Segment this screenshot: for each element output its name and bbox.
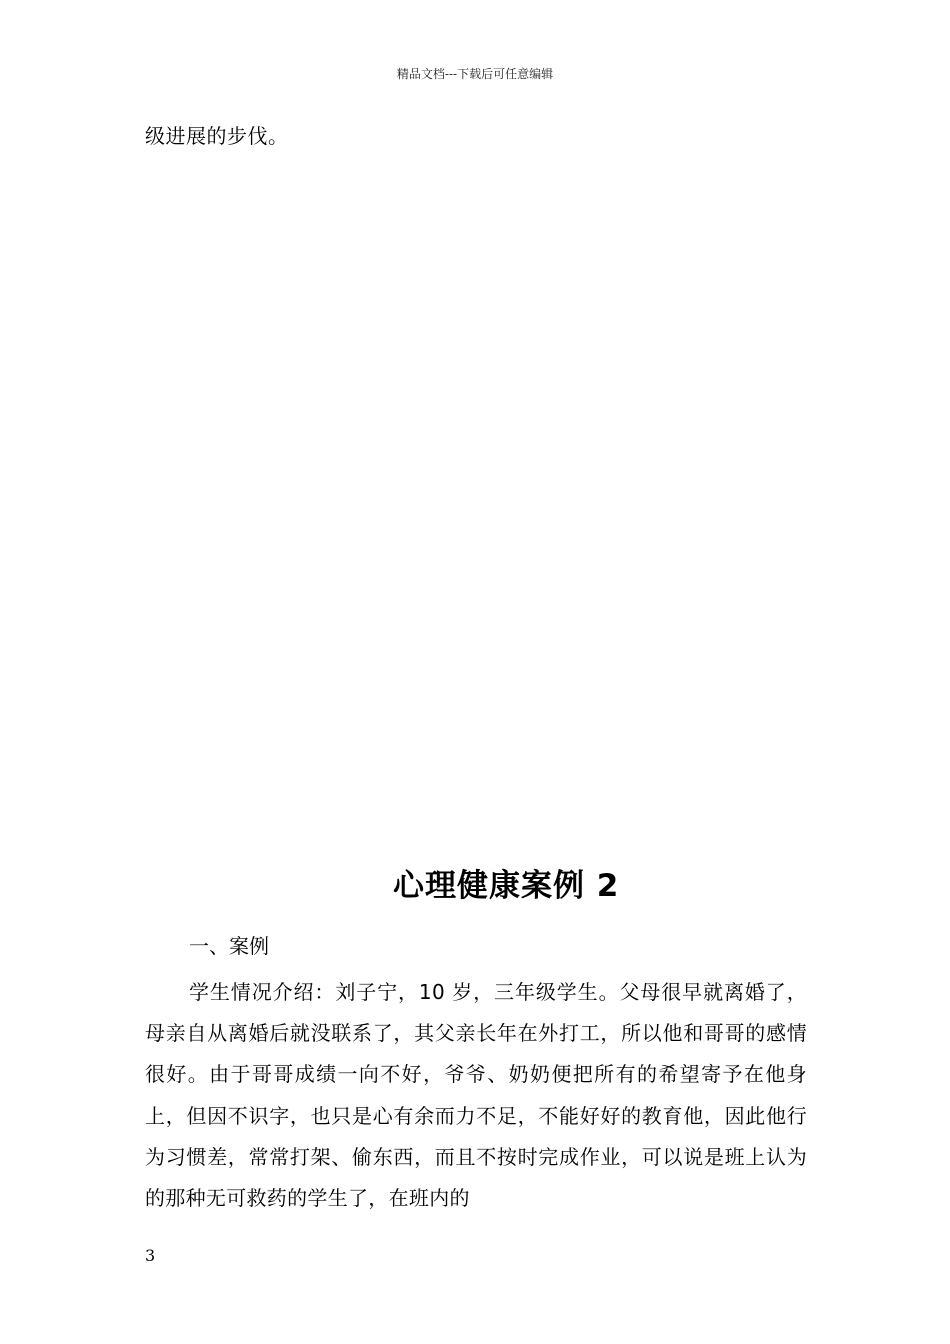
page-number: 3	[145, 1246, 156, 1265]
case-paragraph: 学生情况介绍：刘子宁，10 岁，三年级学生。父母很早就离婚了，母亲自从离婚后就没联系了，其父亲长年在外打工，所以他和哥哥的感情很好。由于哥哥成绩一向不好，爷爷、奶奶便把所有的希望寄予在他身上，但因不识字，也只是心有余而力不足，不能好好的教育他，因此他行为习惯差，常常打架、偷东西，而且不按时完成作业，可以说是班上认为的那种无可救药的学生了，在班内的	[145, 980, 807, 1211]
page-header: 精品文档---下载后可任意编辑	[396, 67, 554, 81]
section-heading: 一、案例	[189, 934, 269, 958]
case-title: 心理健康案例 2	[393, 868, 620, 904]
previous-paragraph-tail: 级进展的步伐。	[145, 124, 289, 148]
